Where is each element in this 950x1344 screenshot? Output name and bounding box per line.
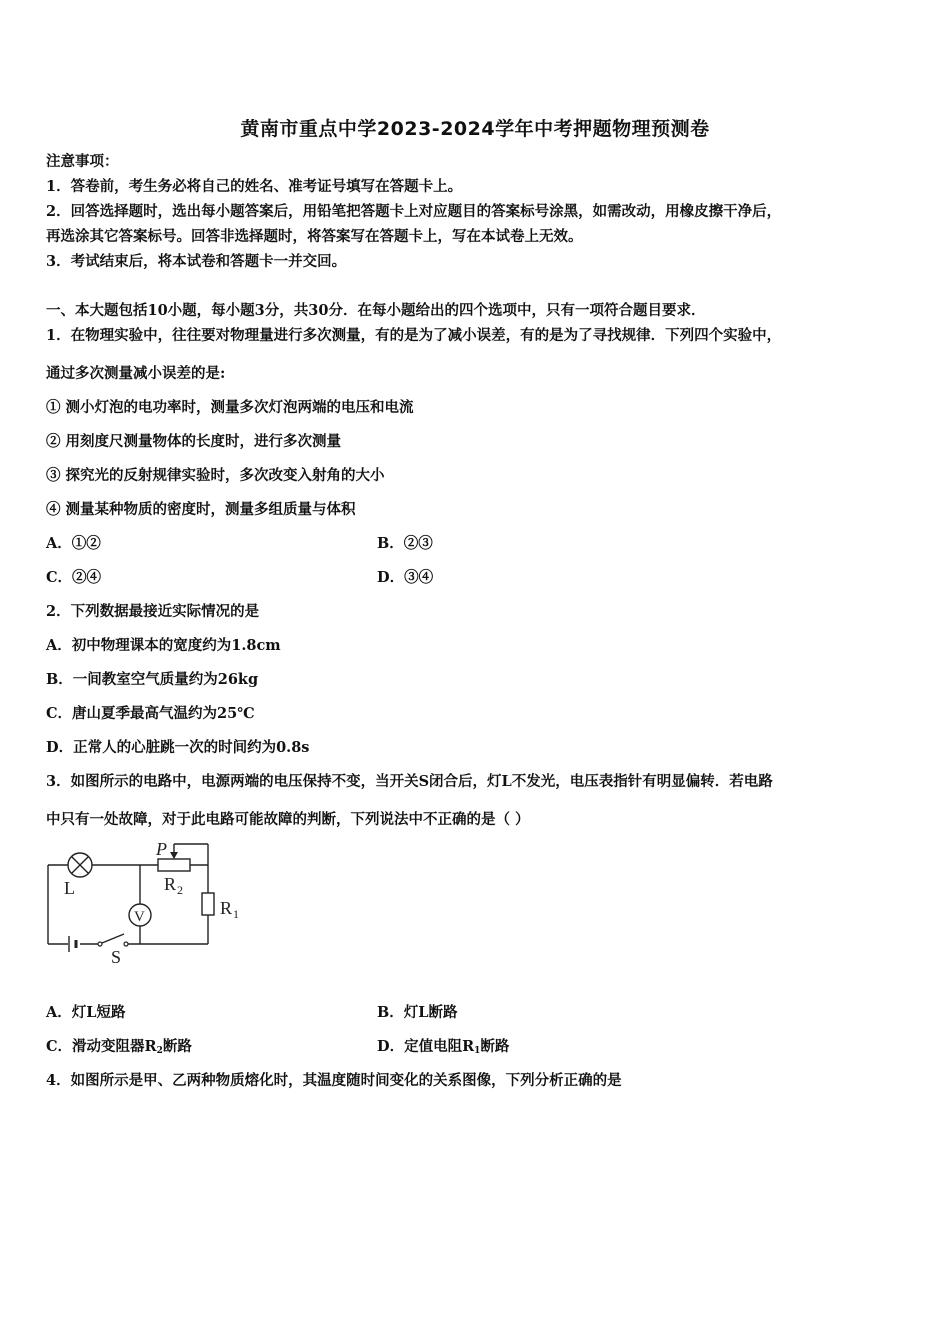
resistor-icon [202, 893, 214, 915]
q1-stem: 1．在物理实验中，往往要对物理量进行多次测量，有的是为了减小误差，有的是为了寻找规律．下列四个实验中， [46, 327, 782, 344]
q1-item: ④ 测量某种物质的密度时，测量多组质量与体积 [46, 501, 356, 518]
q3-option-c-text: C．滑动变阻器R [46, 1038, 157, 1055]
q1-item: ② 用刻度尺测量物体的长度时，进行多次测量 [46, 433, 342, 450]
q1-option-b[interactable]: B．②③ [377, 535, 433, 552]
notice-item-2: 2．回答选择题时，选出每小题答案后，用铅笔把答题卡上对应题目的答案标号涂黑，如需改动，用橡皮擦干净后， [46, 203, 782, 220]
q3-stem-cont: 中只有一处故障，对于此电路可能故障的判断，下列说法中不正确的是（ ） [46, 811, 530, 828]
battery-icon [69, 936, 76, 952]
q2-option-c[interactable]: C．唐山夏季最高气温约为25℃ [46, 705, 255, 722]
notice-item-3: 3．考试结束后，将本试卷和答题卡一并交回。 [46, 253, 347, 270]
q3-option-c-sub: 2 [156, 1046, 163, 1056]
notice-item-2-cont: 再选涂其它答案标号。回答非选择题时，将答案写在答题卡上，写在本试卷上无效。 [46, 228, 583, 245]
q1-item: ③ 探究光的反射规律实验时，多次改变入射角的大小 [46, 467, 385, 484]
q3-option-b[interactable]: B．灯L断路 [377, 1004, 458, 1021]
q2-option-a[interactable]: A．初中物理课本的宽度约为1.8cm [46, 637, 281, 654]
q3-option-a[interactable]: A．灯L短路 [46, 1004, 126, 1021]
rheostat-icon [158, 859, 190, 871]
resistor-label-sub: 1 [233, 907, 239, 921]
q3-option-c-text-end: 断路 [162, 1038, 192, 1055]
q3-option-d-text: D．定值电阻R [377, 1038, 475, 1055]
resistor-label: R [220, 898, 233, 918]
q2-stem: 2．下列数据最接近实际情况的是 [46, 603, 260, 620]
section-heading: 一、本大题包括10小题，每小题3分，共30分．在每小题给出的四个选项中，只有一项符合题目要求． [46, 302, 706, 319]
rheostat-label-sub: 2 [177, 883, 183, 897]
q1-option-d[interactable]: D．③④ [377, 569, 434, 586]
q2-option-d[interactable]: D．正常人的心脏跳一次的时间约为0.8s [46, 739, 310, 756]
q3-option-c[interactable] [46, 1037, 192, 1061]
switch-icon [98, 934, 128, 946]
notice-heading: 注意事项： [46, 153, 119, 170]
page-title: 黄南市重点中学2023-2024学年中考押题物理预测卷 [240, 118, 710, 140]
q1-item: ① 测小灯泡的电功率时，测量多次灯泡两端的电压和电流 [46, 399, 414, 416]
q3-option-d-text-end: 断路 [480, 1038, 510, 1055]
circuit-diagram [40, 838, 255, 970]
lamp-label: L [64, 878, 75, 898]
q3-option-d[interactable] [377, 1037, 509, 1061]
notice-item-1: 1．答卷前，考生务必将自己的姓名、准考证号填写在答题卡上。 [46, 178, 463, 195]
q1-stem-cont: 通过多次测量减小误差的是: [46, 365, 226, 382]
slider-label: P [156, 839, 167, 859]
q4-stem: 4．如图所示是甲、乙两种物质熔化时，其温度随时间变化的关系图像，下列分析正确的是 [46, 1072, 622, 1089]
q1-option-c[interactable]: C．②④ [46, 569, 102, 586]
q2-option-b[interactable]: B．一间教室空气质量约为26kg [46, 671, 259, 688]
voltmeter-label: V [134, 909, 145, 925]
rheostat-label: R [164, 874, 177, 894]
q3-option-d-sub: 1 [474, 1046, 481, 1056]
q3-stem: 3．如图所示的电路中，电源两端的电压保持不变，当开关S闭合后，灯L不发光，电压表指针有明显偏转．若电路 [46, 773, 773, 790]
switch-label: S [111, 947, 122, 967]
q1-option-a[interactable]: A．①② [46, 535, 101, 552]
